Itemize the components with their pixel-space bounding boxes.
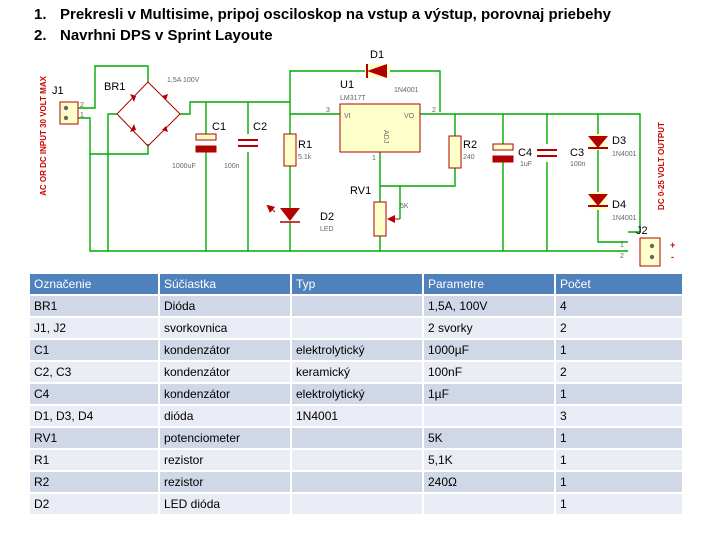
d2-value: LED [320,226,334,233]
task-number: 1. [34,6,47,23]
table-cell: C4 [30,384,158,404]
table-cell: 1,5A, 100V [424,296,554,316]
table-cell [292,450,422,470]
table-cell: 2 [556,318,682,338]
table-cell [424,494,554,514]
d3-ref: D3 [612,135,627,147]
j2-minus: - [671,252,674,262]
br1-value: 1,5A 100V [167,77,200,84]
u1-ref: U1 [340,79,355,91]
u1-pin-out: VO [404,113,415,120]
table-row [30,472,682,492]
table-cell: dióda [160,406,290,426]
table-cell: RV1 [30,428,158,448]
header-cell: Počet [556,274,682,294]
table-cell: Dióda [160,296,290,316]
table-row [30,406,682,426]
task-list [34,4,714,46]
d2-ref: D2 [320,211,335,223]
bridge-rectifier-br1 [104,77,200,146]
capacitor-c1 [172,121,226,170]
table-row [30,428,682,448]
table-cell [292,494,422,514]
d4-value: 1N4001 [612,215,637,222]
r1-ref: R1 [298,139,313,151]
resistor-r1 [284,134,312,166]
table-row [30,494,682,514]
rv1-value: 5K [400,203,409,210]
diode-d4 [588,192,637,222]
j2-ref: J2 [636,225,648,237]
j2-pin-2: 2 [620,253,624,260]
header-cell: Parametre [424,274,554,294]
c1-value: 1000uF [172,163,196,170]
table-cell: C1 [30,340,158,360]
u1-pin-adj: ADJ [382,130,389,144]
table-row [30,318,682,338]
table-cell: 1 [556,428,682,448]
resistor-r2 [449,136,477,168]
table-cell: 240Ω [424,472,554,492]
c3-value: 100n [570,161,586,168]
table-cell: 5K [424,428,554,448]
led-d2 [268,206,334,233]
table-cell: D1, D3, D4 [30,406,158,426]
d1-ref: D1 [370,49,385,61]
capacitor-c4 [493,144,532,168]
table-cell: 5,1K [424,450,554,470]
table-cell: 1000µF [424,340,554,360]
task-number: 2. [34,27,47,44]
j2-plus: + [670,240,676,250]
table-cell: 1 [556,494,682,514]
table-row [30,384,682,404]
table-cell: 1µF [424,384,554,404]
table-cell: 1 [556,472,682,492]
table-row [30,340,682,360]
input-label: AC OR DC INPUT 30 VOLT MAX [39,76,48,196]
table-cell: elektrolytický [292,340,422,360]
u1-pin-in: VI [344,113,351,120]
table-cell: R2 [30,472,158,492]
header-cell: Typ [292,274,422,294]
table-cell: 4 [556,296,682,316]
table-cell: 1 [556,450,682,470]
parts-table [28,272,684,516]
table-row [30,450,682,470]
table-cell: rezistor [160,472,290,492]
table-cell: 1 [556,340,682,360]
table-cell: keramický [292,362,422,382]
r1-value: 5.1k [298,154,312,161]
table-cell: kondenzátor [160,384,290,404]
table-cell: 2 [556,362,682,382]
table-cell [292,428,422,448]
table-cell [292,318,422,338]
table-cell: elektrolytický [292,384,422,404]
header-cell: Označenie [30,274,158,294]
table-cell: J1, J2 [30,318,158,338]
table-cell: R1 [30,450,158,470]
capacitor-c3 [537,147,586,168]
table-cell: BR1 [30,296,158,316]
table-cell: svorkovnica [160,318,290,338]
table-cell: kondenzátor [160,340,290,360]
capacitor-c2 [224,121,267,170]
d4-ref: D4 [612,199,627,211]
table-cell: 3 [556,406,682,426]
task-item-1 [34,4,714,25]
br1-ref: BR1 [104,81,126,93]
table-cell: 2 svorky [424,318,554,338]
output-label: DC 0-25 VOLT OUTPUT [657,122,666,210]
table-cell: LED dióda [160,494,290,514]
table-cell: rezistor [160,450,290,470]
d1-value: 1N4001 [394,87,419,94]
c4-ref: C4 [518,147,533,159]
j1-pin-1: 1 [80,112,84,119]
wires [78,66,640,251]
diode-d3 [588,134,637,158]
j1-ref: J1 [52,85,64,97]
j1-pin-2: 2 [80,102,84,109]
table-row [30,362,682,382]
connector-j1 [52,85,84,124]
r2-ref: R2 [463,139,478,151]
u1-pin-number-adj: 1 [372,155,376,162]
table-cell: 1N4001 [292,406,422,426]
table-cell: 100nF [424,362,554,382]
d3-value: 1N4001 [612,151,637,158]
c1-ref: C1 [212,121,227,133]
c2-ref: C2 [253,121,268,133]
table-cell: potenciometer [160,428,290,448]
task-text: Prekresli v Multisime, pripoj osciloskop na vstup a výstup, porovnaj priebehy [60,6,611,23]
table-row [30,296,682,316]
table-cell [424,406,554,426]
table-cell: 1 [556,384,682,404]
u1-part: LM317T [340,95,366,102]
table-cell [292,472,422,492]
table-header-row [30,274,682,294]
task-text: Navrhni DPS v Sprint Layoute [60,27,273,44]
rv1-ref: RV1 [350,185,372,197]
regulator-u1 [326,79,436,162]
table-cell: kondenzátor [160,362,290,382]
connector-j2 [620,225,675,266]
table-cell [292,296,422,316]
j2-pin-1: 1 [620,242,624,249]
table-cell: D2 [30,494,158,514]
header-cell: Súčiastka [160,274,290,294]
task-item-2 [34,25,714,46]
table-cell: C2, C3 [30,362,158,382]
r2-value: 240 [463,154,475,161]
c3-ref: C3 [570,147,585,159]
circuit-schematic [0,44,720,270]
u1-pin-number-in: 3 [326,107,330,114]
c2-value: 100n [224,163,240,170]
c4-value: 1uF [520,161,533,168]
u1-pin-number-out: 2 [432,107,436,114]
